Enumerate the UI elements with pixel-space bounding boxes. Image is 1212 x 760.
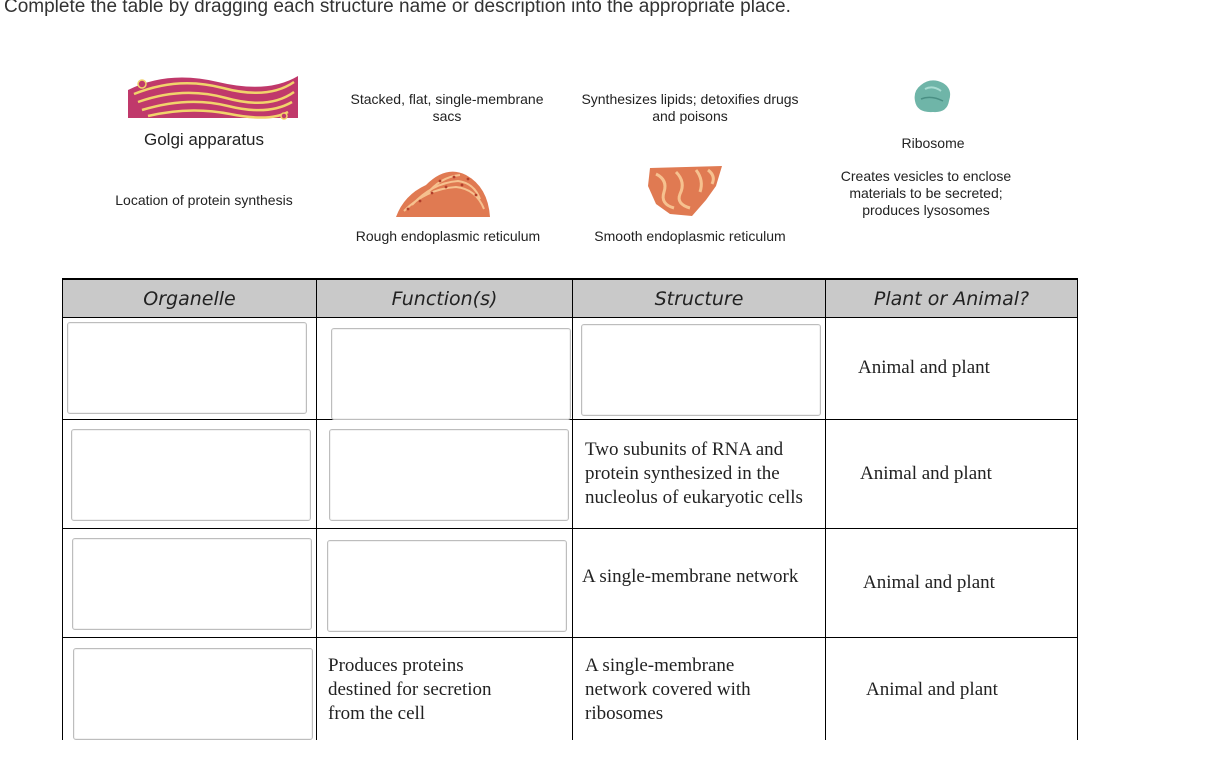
- creates-vesicles-tile[interactable]: Creates vesicles to enclose materials to be secreted; produces lysosomes: [840, 168, 1012, 218]
- table-row: [63, 529, 1078, 638]
- ribosome-tile[interactable]: Ribosome: [901, 135, 965, 151]
- organelle-cell: [63, 529, 317, 638]
- organelle-cell: [63, 318, 317, 420]
- table-row: [63, 318, 1078, 420]
- protein-synthesis-location-tile[interactable]: Location of protein synthesis: [115, 192, 293, 208]
- function-cell: [317, 638, 573, 744]
- plant-cell: [826, 529, 1078, 638]
- header-functions: Function(s): [317, 279, 573, 318]
- structure-cell: [573, 318, 826, 420]
- header-structure: Structure: [573, 279, 826, 318]
- table-row: [63, 638, 1078, 744]
- stacked-sacs-tile[interactable]: Stacked, flat, single-membrane sacs: [350, 91, 544, 124]
- organelle-drop-zone[interactable]: [71, 429, 311, 521]
- plant-cell: [826, 318, 1078, 420]
- structure-text: A single-membrane network covered with ribosomes: [585, 655, 751, 724]
- golgi-image[interactable]: [128, 72, 298, 120]
- golgi-apparatus-tile[interactable]: Golgi apparatus: [143, 130, 265, 149]
- rough-er-tile[interactable]: Rough endoplasmic reticulum: [355, 228, 541, 244]
- function-cell: [317, 420, 573, 529]
- plant-cell: [826, 638, 1078, 744]
- structure-cell: [573, 420, 826, 529]
- organelle-table: [62, 278, 1078, 744]
- plant-or-animal-text: Animal and plant: [860, 463, 992, 484]
- smooth-er-function-tile[interactable]: Synthesizes lipids; detoxifies drugs and poisons: [581, 91, 799, 124]
- header-organelle: Organelle: [63, 279, 317, 318]
- function-drop-zone[interactable]: [329, 429, 569, 521]
- instructions: Complete the table by dragging each structure name or description into the appropriate place.: [4, 0, 791, 17]
- function-text: Produces proteins destined for secretion from the cell: [328, 655, 492, 724]
- plant-or-animal-text: Animal and plant: [863, 572, 995, 593]
- structure-text: Two subunits of RNA and protein synthesized in the nucleolus of eukaryotic cells: [585, 439, 803, 508]
- organelle-cell: [63, 638, 317, 744]
- table-row: [63, 420, 1078, 529]
- structure-drop-zone[interactable]: [581, 324, 821, 416]
- structure-cell: [573, 529, 826, 638]
- viewport-bottom-edge: [0, 740, 1212, 760]
- organelle-drop-zone[interactable]: [72, 538, 312, 630]
- organelle-drop-zone[interactable]: [67, 322, 307, 414]
- smooth-er-tile[interactable]: Smooth endoplasmic reticulum: [594, 228, 786, 244]
- function-cell: [317, 318, 573, 420]
- function-cell: [317, 529, 573, 638]
- ribosome-image[interactable]: [913, 79, 953, 115]
- plant-or-animal-text: Animal and plant: [866, 679, 998, 700]
- organelle-cell: [63, 420, 317, 529]
- function-drop-zone[interactable]: [331, 328, 571, 420]
- table-header-row: [63, 279, 1078, 318]
- organelle-drop-zone[interactable]: [73, 648, 313, 740]
- plant-or-animal-text: Animal and plant: [858, 357, 990, 378]
- function-drop-zone[interactable]: [327, 540, 567, 632]
- rough-er-image[interactable]: [396, 165, 490, 217]
- structure-text: A single-membrane network: [582, 566, 799, 587]
- plant-cell: [826, 420, 1078, 529]
- header-plant-or-animal: Plant or Animal?: [826, 279, 1078, 318]
- structure-cell: [573, 638, 826, 744]
- smooth-er-image[interactable]: [646, 164, 726, 218]
